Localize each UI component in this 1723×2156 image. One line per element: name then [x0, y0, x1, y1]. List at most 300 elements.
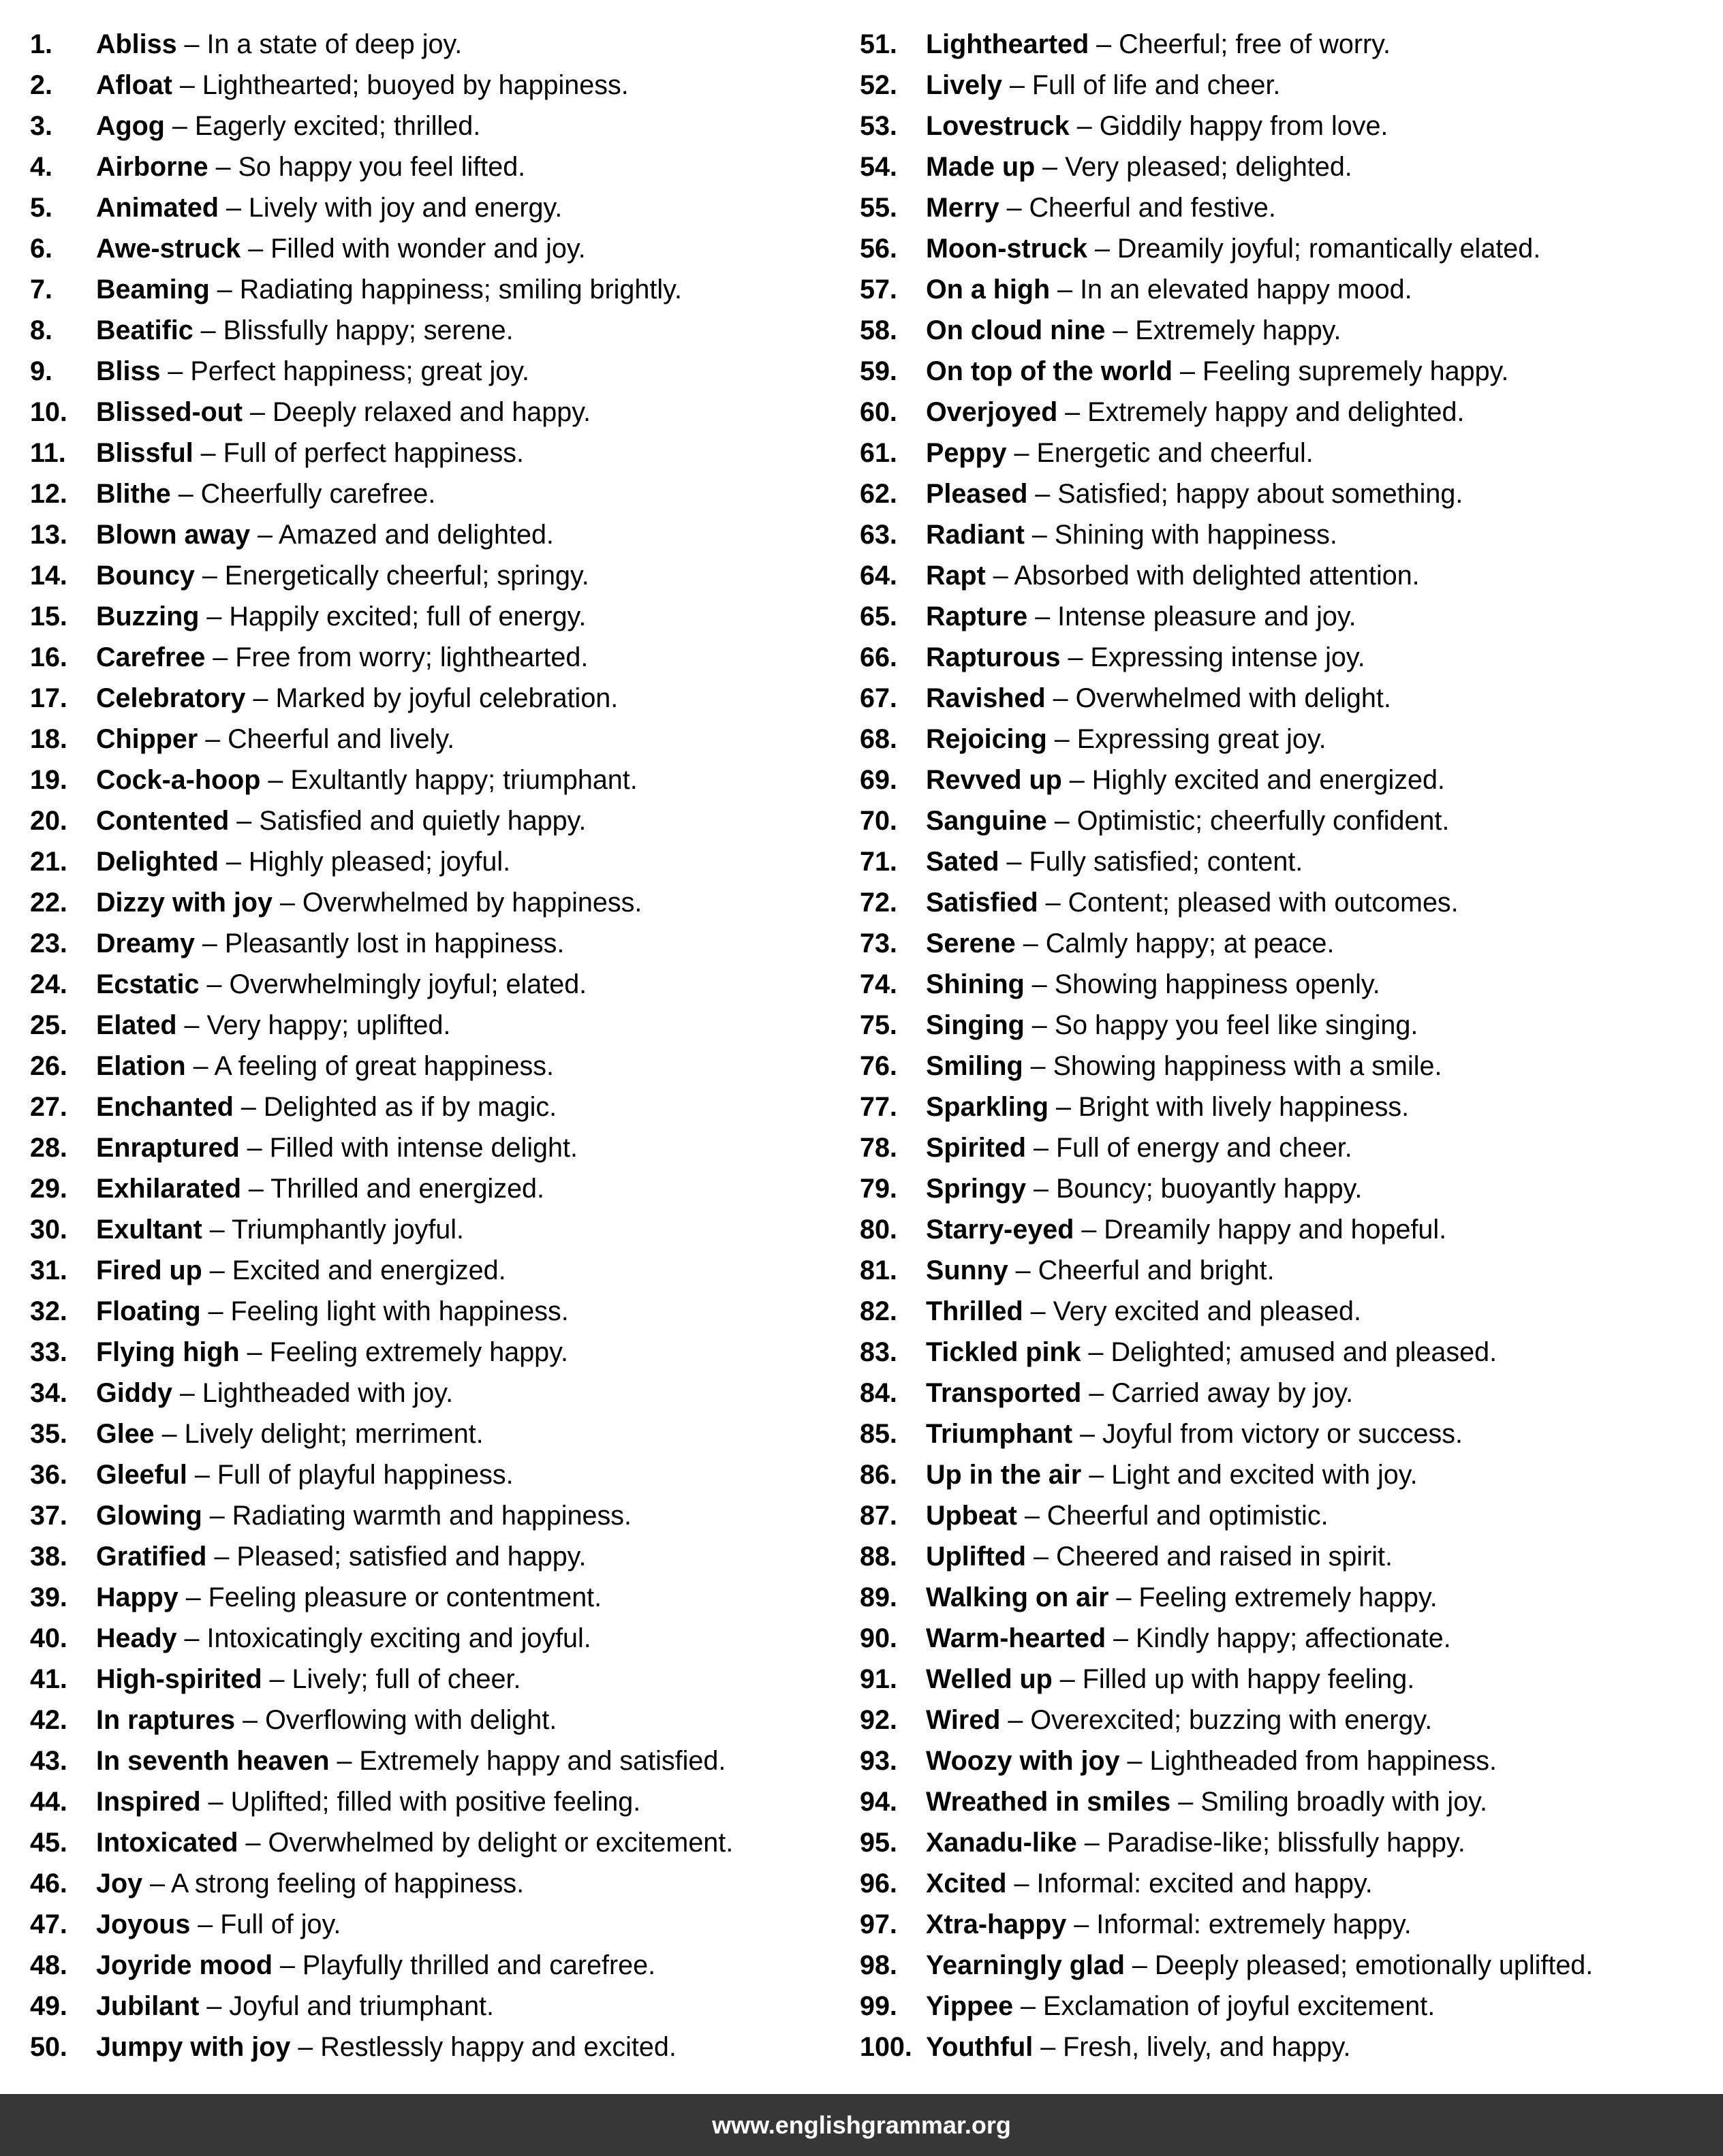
item-separator: – [235, 1705, 266, 1735]
item-definition: Delighted as if by magic. [263, 1092, 557, 1122]
item-definition: Highly excited and energized. [1091, 765, 1445, 795]
item-separator: – [1026, 1542, 1056, 1572]
item-number: 79. [860, 1174, 897, 1204]
item-separator: – [1074, 1215, 1104, 1245]
list-item [30, 555, 733, 596]
item-number: 35. [30, 1419, 67, 1449]
item-term: Thrilled [926, 1296, 1023, 1326]
item-term: Sanguine [926, 806, 1047, 836]
item-separator: – [1060, 642, 1091, 672]
item-term: Airborne [96, 152, 208, 182]
item-separator: – [208, 152, 238, 182]
item-term: Glowing [96, 1501, 202, 1531]
item-number: 27. [30, 1092, 67, 1122]
list-item [860, 1332, 1593, 1373]
item-separator: – [176, 1623, 207, 1653]
item-definition: Perfect happiness; great joy. [190, 356, 530, 386]
list-item [30, 514, 733, 555]
item-term: Triumphant [926, 1419, 1073, 1449]
item-term: Transported [926, 1378, 1082, 1408]
item-definition: Dreamily happy and hopeful. [1104, 1215, 1447, 1245]
item-separator: – [233, 1092, 264, 1122]
list-item [860, 964, 1593, 1005]
item-term: Xtra-happy [926, 1909, 1067, 1939]
item-definition: Full of life and cheer. [1031, 70, 1281, 100]
item-separator: – [1027, 602, 1058, 631]
item-number: 11. [30, 438, 66, 468]
item-definition: Full of energy and cheer. [1055, 1133, 1352, 1163]
list-item [30, 1618, 733, 1659]
item-definition: Exclamation of joyful excitement. [1042, 1991, 1435, 2021]
item-separator: – [1072, 1419, 1102, 1449]
footer-website-link[interactable]: www.englishgrammar.org [712, 2111, 1011, 2139]
item-separator: – [260, 765, 291, 795]
list-item [30, 1577, 733, 1618]
item-separator: – [1049, 1092, 1078, 1122]
item-term: Dizzy with joy [96, 888, 273, 918]
item-number: 54. [860, 152, 897, 182]
item-definition: Deeply pleased; emotionally uplifted. [1154, 1950, 1594, 1980]
item-definition: Kindly happy; affectionate. [1136, 1623, 1451, 1653]
list-item [860, 1454, 1593, 1495]
item-term: Rapt [926, 561, 986, 591]
list-item [30, 1781, 733, 1822]
item-definition: So happy you feel like singing. [1054, 1010, 1418, 1040]
list-item [30, 1087, 733, 1127]
item-term: Inspired [96, 1787, 201, 1817]
item-term: In raptures [96, 1705, 236, 1735]
list-item [30, 1046, 733, 1087]
item-term: Spirited [926, 1133, 1027, 1163]
item-number: 80. [860, 1215, 897, 1245]
item-separator: – [1050, 275, 1081, 304]
item-definition: Showing happiness openly. [1054, 969, 1380, 999]
item-term: In seventh heaven [96, 1746, 330, 1776]
item-number: 55. [860, 193, 897, 223]
item-separator: – [1081, 1337, 1111, 1367]
item-term: Dreamy [96, 928, 195, 958]
item-separator: – [202, 1501, 232, 1531]
item-separator: – [238, 1828, 268, 1858]
list-item [30, 187, 733, 228]
item-number: 63. [860, 520, 897, 550]
list-item [30, 760, 733, 800]
item-number: 14. [30, 561, 67, 591]
item-separator: – [194, 928, 225, 958]
item-term: Peppy [926, 438, 1007, 468]
item-term: Shining [926, 969, 1025, 999]
item-number: 28. [30, 1133, 67, 1163]
item-number: 76. [860, 1051, 897, 1081]
item-term: Lively [926, 70, 1002, 100]
item-definition: Cheerful; free of worry. [1119, 29, 1391, 59]
item-separator: – [202, 1255, 232, 1285]
item-definition: Content; pleased with outcomes. [1068, 888, 1459, 918]
list-item [860, 65, 1593, 106]
list-item [30, 433, 733, 473]
item-term: Wired [926, 1705, 1001, 1735]
item-term: Celebratory [96, 683, 246, 713]
item-term: Singing [926, 1010, 1025, 1040]
item-term: Youthful [926, 2032, 1034, 2062]
item-definition: Bright with lively happiness. [1078, 1092, 1410, 1122]
item-definition: Cheerful and lively. [228, 724, 455, 754]
item-number: 26. [30, 1051, 67, 1081]
item-definition: Absorbed with delighted attention. [1014, 561, 1420, 591]
item-number: 4. [30, 152, 52, 182]
list-item [30, 1945, 733, 1986]
item-separator: – [218, 193, 249, 223]
list-item [860, 392, 1593, 433]
list-item [860, 473, 1593, 514]
item-separator: – [172, 1378, 202, 1408]
item-separator: – [1105, 315, 1136, 345]
list-item [860, 841, 1593, 882]
item-definition: Marked by joyful celebration. [275, 683, 619, 713]
item-separator: – [1066, 1909, 1097, 1939]
list-item [30, 841, 733, 882]
item-number: 97. [860, 1909, 897, 1939]
item-number: 46. [30, 1869, 67, 1899]
item-number: 24. [30, 969, 67, 999]
item-number: 34. [30, 1378, 67, 1408]
item-term: Sated [926, 847, 999, 877]
item-definition: In an elevated happy mood. [1080, 275, 1412, 304]
item-number: 19. [30, 765, 67, 795]
item-definition: Feeling extremely happy. [1138, 1582, 1438, 1612]
item-number: 94. [860, 1787, 897, 1817]
item-number: 50. [30, 2032, 67, 2062]
item-number: 36. [30, 1460, 67, 1490]
item-number: 44. [30, 1787, 67, 1817]
list-item [860, 1168, 1593, 1209]
item-term: Heady [96, 1623, 177, 1653]
list-item [30, 1495, 733, 1536]
item-definition: Feeling supremely happy. [1202, 356, 1509, 386]
item-separator: – [198, 724, 228, 754]
item-separator: – [1108, 1582, 1139, 1612]
item-number: 38. [30, 1542, 67, 1572]
item-definition: Overwhelmed with delight. [1075, 683, 1391, 713]
item-definition: Pleasantly lost in happiness. [224, 928, 565, 958]
item-definition: Lively with joy and energy. [248, 193, 563, 223]
item-term: Buzzing [96, 602, 200, 631]
list-item [860, 433, 1593, 473]
item-definition: Overflowing with delight. [265, 1705, 557, 1735]
item-definition: Paradise-like; blissfully happy. [1106, 1828, 1465, 1858]
item-number: 88. [860, 1542, 897, 1572]
list-item [860, 1005, 1593, 1046]
item-number: 99. [860, 1991, 897, 2021]
item-term: Walking on air [926, 1582, 1109, 1612]
item-separator: – [176, 1010, 207, 1040]
item-definition: In a state of deep joy. [206, 29, 463, 59]
item-definition: Cheerful and bright. [1038, 1255, 1275, 1285]
item-number: 91. [860, 1664, 897, 1694]
item-separator: – [985, 561, 1014, 591]
item-term: Intoxicated [96, 1828, 238, 1858]
item-number: 92. [860, 1705, 897, 1735]
list-item [30, 1413, 733, 1454]
item-number: 93. [860, 1746, 897, 1776]
item-definition: Full of playful happiness. [217, 1460, 514, 1490]
item-definition: Light and excited with joy. [1111, 1460, 1418, 1490]
list-item [30, 269, 733, 310]
item-number: 6. [30, 234, 52, 264]
list-item [30, 1863, 733, 1904]
item-term: Afloat [96, 70, 172, 100]
list-item [860, 1209, 1593, 1250]
list-item [30, 1822, 733, 1863]
item-number: 7. [30, 275, 52, 304]
item-term: Elated [96, 1010, 177, 1040]
item-separator: – [1081, 1460, 1112, 1490]
list-item [860, 146, 1593, 187]
item-number: 37. [30, 1501, 67, 1531]
item-term: Elation [96, 1051, 186, 1081]
item-separator: – [190, 1909, 221, 1939]
item-number: 22. [30, 888, 67, 918]
item-separator: – [245, 683, 276, 713]
list-item [860, 1904, 1593, 1945]
item-term: Xcited [926, 1869, 1007, 1899]
item-separator: – [185, 1051, 215, 1081]
item-separator: – [243, 397, 273, 427]
item-term: Merry [926, 193, 999, 223]
list-item [30, 473, 733, 514]
item-term: Bouncy [96, 561, 195, 591]
item-number: 78. [860, 1133, 897, 1163]
word-list-left-column [30, 24, 733, 2067]
item-separator: – [1052, 1664, 1083, 1694]
item-separator: – [1124, 1950, 1155, 1980]
list-item [860, 1127, 1593, 1168]
item-definition: Extremely happy and delighted. [1087, 397, 1465, 427]
item-separator: – [202, 1215, 232, 1245]
item-term: On top of the world [926, 356, 1173, 386]
item-separator: – [1006, 1869, 1037, 1899]
list-item [30, 1373, 733, 1413]
item-definition: Radiating warmth and happiness. [232, 1501, 632, 1531]
item-number: 39. [30, 1582, 67, 1612]
item-definition: Cheered and raised in spirit. [1055, 1542, 1393, 1572]
item-separator: – [199, 1991, 230, 2021]
item-number: 57. [860, 275, 897, 304]
item-separator: – [1024, 969, 1055, 999]
list-item [860, 1618, 1593, 1659]
item-number: 74. [860, 969, 897, 999]
list-item [30, 1536, 733, 1577]
list-item [860, 187, 1593, 228]
item-separator: – [1061, 765, 1092, 795]
list-item [860, 555, 1593, 596]
item-definition: Overwhelmed by happiness. [302, 888, 642, 918]
item-separator: – [229, 806, 260, 836]
item-definition: Filled with intense delight. [269, 1133, 578, 1163]
item-separator: – [239, 1337, 270, 1367]
item-term: Gratified [96, 1542, 207, 1572]
item-number: 20. [30, 806, 67, 836]
item-definition: Energetically cheerful; springy. [224, 561, 589, 591]
list-item [30, 2027, 733, 2067]
item-term: Joyride mood [96, 1950, 273, 1980]
item-term: Glee [96, 1419, 155, 1449]
item-number: 85. [860, 1419, 897, 1449]
item-separator: – [193, 315, 223, 345]
item-definition: Expressing intense joy. [1090, 642, 1365, 672]
item-definition: Intense pleasure and joy. [1057, 602, 1356, 631]
item-number: 13. [30, 520, 67, 550]
item-separator: – [200, 1787, 231, 1817]
item-definition: Amazed and delighted. [278, 520, 554, 550]
item-term: Cock-a-hoop [96, 765, 261, 795]
item-separator: – [1006, 438, 1037, 468]
item-definition: Delighted; amused and pleased. [1111, 1337, 1497, 1367]
item-number: 75. [860, 1010, 897, 1040]
item-term: Jumpy with joy [96, 2032, 291, 2062]
item-separator: – [209, 275, 240, 304]
list-item [860, 351, 1593, 392]
item-separator: – [142, 1869, 171, 1899]
item-definition: Feeling pleasure or contentment. [208, 1582, 602, 1612]
item-number: 53. [860, 111, 897, 141]
item-term: Wreathed in smiles [926, 1787, 1171, 1817]
item-separator: – [1035, 152, 1066, 182]
item-definition: Eagerly excited; thrilled. [194, 111, 481, 141]
item-definition: Smiling broadly with joy. [1200, 1787, 1487, 1817]
list-item [30, 1291, 733, 1332]
item-number: 32. [30, 1296, 67, 1326]
item-definition: Overwhelmingly joyful; elated. [229, 969, 587, 999]
item-number: 18. [30, 724, 67, 754]
item-separator: – [1081, 1378, 1112, 1408]
item-term: Beaming [96, 275, 210, 304]
list-item [860, 1046, 1593, 1087]
item-number: 30. [30, 1215, 67, 1245]
item-separator: – [239, 1133, 270, 1163]
item-number: 8. [30, 315, 52, 345]
list-item [860, 1495, 1593, 1536]
item-term: Yearningly glad [926, 1950, 1125, 1980]
item-term: Sunny [926, 1255, 1008, 1285]
item-separator: – [1106, 1623, 1136, 1653]
list-item [30, 882, 733, 923]
item-number: 90. [860, 1623, 897, 1653]
item-term: Rapture [926, 602, 1028, 631]
item-separator: – [160, 356, 191, 386]
item-term: Xanadu-like [926, 1828, 1077, 1858]
item-number: 5. [30, 193, 52, 223]
item-number: 9. [30, 356, 52, 386]
item-definition: Intoxicatingly exciting and joyful. [206, 1623, 591, 1653]
item-term: Joy [96, 1869, 143, 1899]
item-number: 77. [860, 1092, 897, 1122]
list-item [30, 310, 733, 351]
item-definition: Cheerfully carefree. [200, 479, 436, 509]
item-definition: Restlessly happy and excited. [320, 2032, 677, 2062]
item-separator: – [250, 520, 279, 550]
item-term: Contented [96, 806, 230, 836]
item-number: 82. [860, 1296, 897, 1326]
list-item [860, 1373, 1593, 1413]
item-number: 89. [860, 1582, 897, 1612]
item-number: 67. [860, 683, 897, 713]
item-separator: – [262, 1664, 292, 1694]
item-separator: – [273, 1950, 302, 1980]
item-definition: Informal: excited and happy. [1036, 1869, 1373, 1899]
list-item [860, 1781, 1593, 1822]
list-item [860, 882, 1593, 923]
item-term: Enraptured [96, 1133, 240, 1163]
item-definition: Overwhelmed by delight or excitement. [268, 1828, 734, 1858]
item-term: Smiling [926, 1051, 1023, 1081]
item-separator: – [1000, 1705, 1031, 1735]
item-definition: Cheerful and festive. [1029, 193, 1276, 223]
item-separator: – [1026, 1174, 1056, 1204]
item-definition: Extremely happy. [1135, 315, 1341, 345]
item-number: 41. [30, 1664, 67, 1694]
item-number: 23. [30, 928, 67, 958]
list-item [30, 596, 733, 637]
item-number: 100. [860, 2032, 912, 2062]
item-term: Welled up [926, 1664, 1053, 1694]
list-item [860, 800, 1593, 841]
item-number: 31. [30, 1255, 67, 1285]
item-number: 58. [860, 315, 897, 345]
item-number: 73. [860, 928, 897, 958]
item-separator: – [187, 1460, 217, 1490]
item-term: Rapturous [926, 642, 1061, 672]
list-item [860, 1740, 1593, 1781]
item-definition: Giddily happy from love. [1099, 111, 1388, 141]
item-number: 66. [860, 642, 897, 672]
item-separator: – [1002, 70, 1032, 100]
item-separator: – [1024, 520, 1055, 550]
list-item [860, 1087, 1593, 1127]
item-term: Exultant [96, 1215, 202, 1245]
item-separator: – [199, 602, 230, 631]
list-item [30, 1659, 733, 1700]
item-separator: – [240, 234, 271, 264]
list-item [860, 24, 1593, 65]
item-definition: Fully satisfied; content. [1029, 847, 1303, 877]
item-term: Floating [96, 1296, 201, 1326]
item-definition: Calmly happy; at peace. [1045, 928, 1335, 958]
item-term: Radiant [926, 520, 1025, 550]
list-item [860, 719, 1593, 760]
item-separator: – [193, 438, 223, 468]
item-term: Serene [926, 928, 1016, 958]
item-definition: Lightheaded from happiness. [1149, 1746, 1497, 1776]
item-definition: Pleased; satisfied and happy. [236, 1542, 587, 1572]
list-item [860, 310, 1593, 351]
item-number: 15. [30, 602, 67, 631]
list-item [860, 514, 1593, 555]
item-separator: – [1173, 356, 1202, 386]
item-number: 29. [30, 1174, 67, 1204]
item-term: Overjoyed [926, 397, 1058, 427]
item-separator: – [178, 1582, 208, 1612]
list-item [30, 678, 733, 719]
list-item [860, 1945, 1593, 1986]
item-definition: Deeply relaxed and happy. [273, 397, 591, 427]
item-term: Awe-struck [96, 234, 241, 264]
list-item [30, 1127, 733, 1168]
list-item [860, 1536, 1593, 1577]
list-item [30, 1740, 733, 1781]
item-separator: – [1015, 928, 1046, 958]
item-term: Enchanted [96, 1092, 234, 1122]
